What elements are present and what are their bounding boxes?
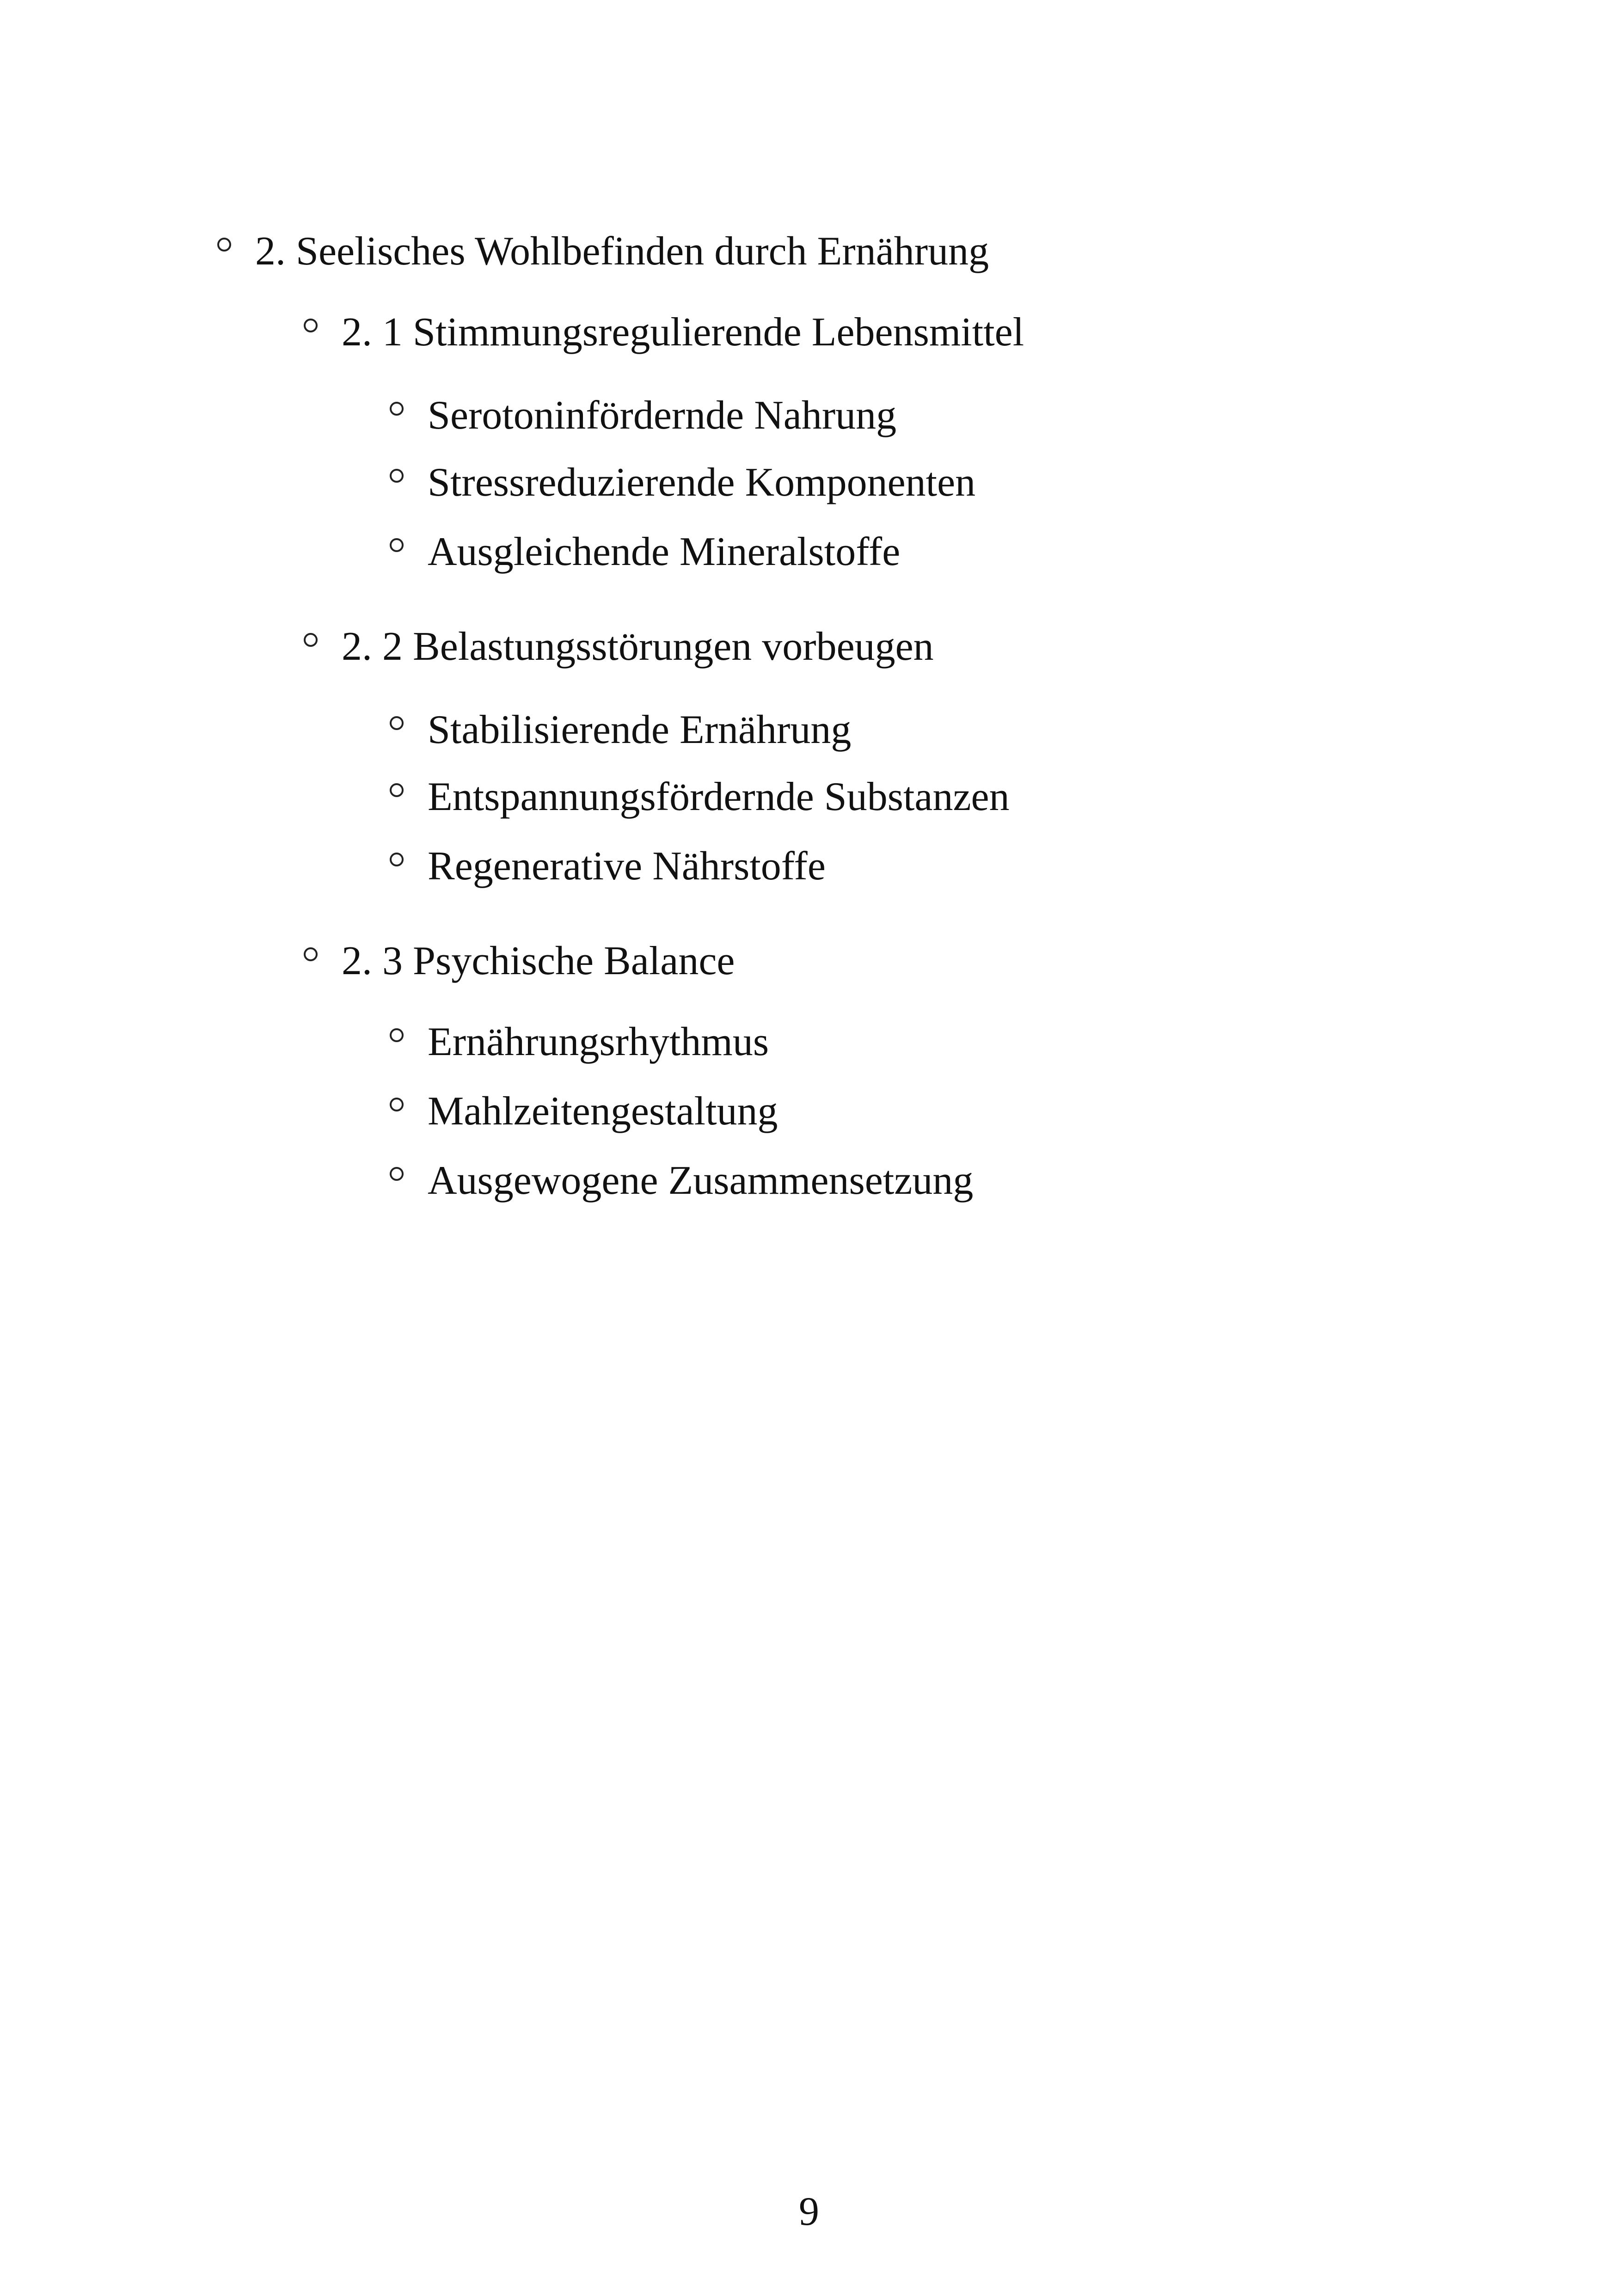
- page-number: 9: [799, 2189, 819, 2234]
- hollow-circle-bullet-icon: [304, 633, 318, 647]
- list-item-label: Mahlzeitengestaltung: [428, 1089, 778, 1134]
- list-item-label: Serotoninfördernde Nahrung: [428, 393, 897, 438]
- subsection-title: 2. 3 Psychische Balance: [342, 939, 735, 983]
- list-item-label: Ausgleichende Mineralstoffe: [428, 529, 901, 574]
- hollow-circle-bullet-icon: [390, 1028, 404, 1042]
- hollow-circle-bullet-icon: [390, 469, 404, 483]
- hollow-circle-bullet-icon: [304, 319, 318, 332]
- hollow-circle-bullet-icon: [390, 402, 404, 416]
- hollow-circle-bullet-icon: [390, 1098, 404, 1111]
- list-item-label: Entspannungsfördernde Substanzen: [428, 774, 1010, 819]
- list-item-label: Stressreduzierende Komponenten: [428, 460, 976, 505]
- hollow-circle-bullet-icon: [390, 716, 404, 730]
- hollow-circle-bullet-icon: [390, 1167, 404, 1181]
- list-item-label: Ausgewogene Zusammensetzung: [428, 1158, 974, 1203]
- hollow-circle-bullet-icon: [390, 538, 404, 552]
- section-title: 2. Seelisches Wohlbefinden durch Ernährung: [255, 229, 989, 274]
- list-item-label: Regenerative Nährstoffe: [428, 844, 826, 889]
- list-item-label: Stabilisierende Ernährung: [428, 707, 852, 752]
- hollow-circle-bullet-icon: [390, 783, 404, 797]
- hollow-circle-bullet-icon: [217, 238, 231, 252]
- list-item-label: Ernährungsrhythmus: [428, 1019, 769, 1064]
- hollow-circle-bullet-icon: [304, 947, 318, 961]
- subsection-title: 2. 2 Belastungsstörungen vorbeugen: [342, 624, 934, 669]
- hollow-circle-bullet-icon: [390, 853, 404, 866]
- subsection-title: 2. 1 Stimmungsregulierende Lebensmittel: [342, 310, 1024, 355]
